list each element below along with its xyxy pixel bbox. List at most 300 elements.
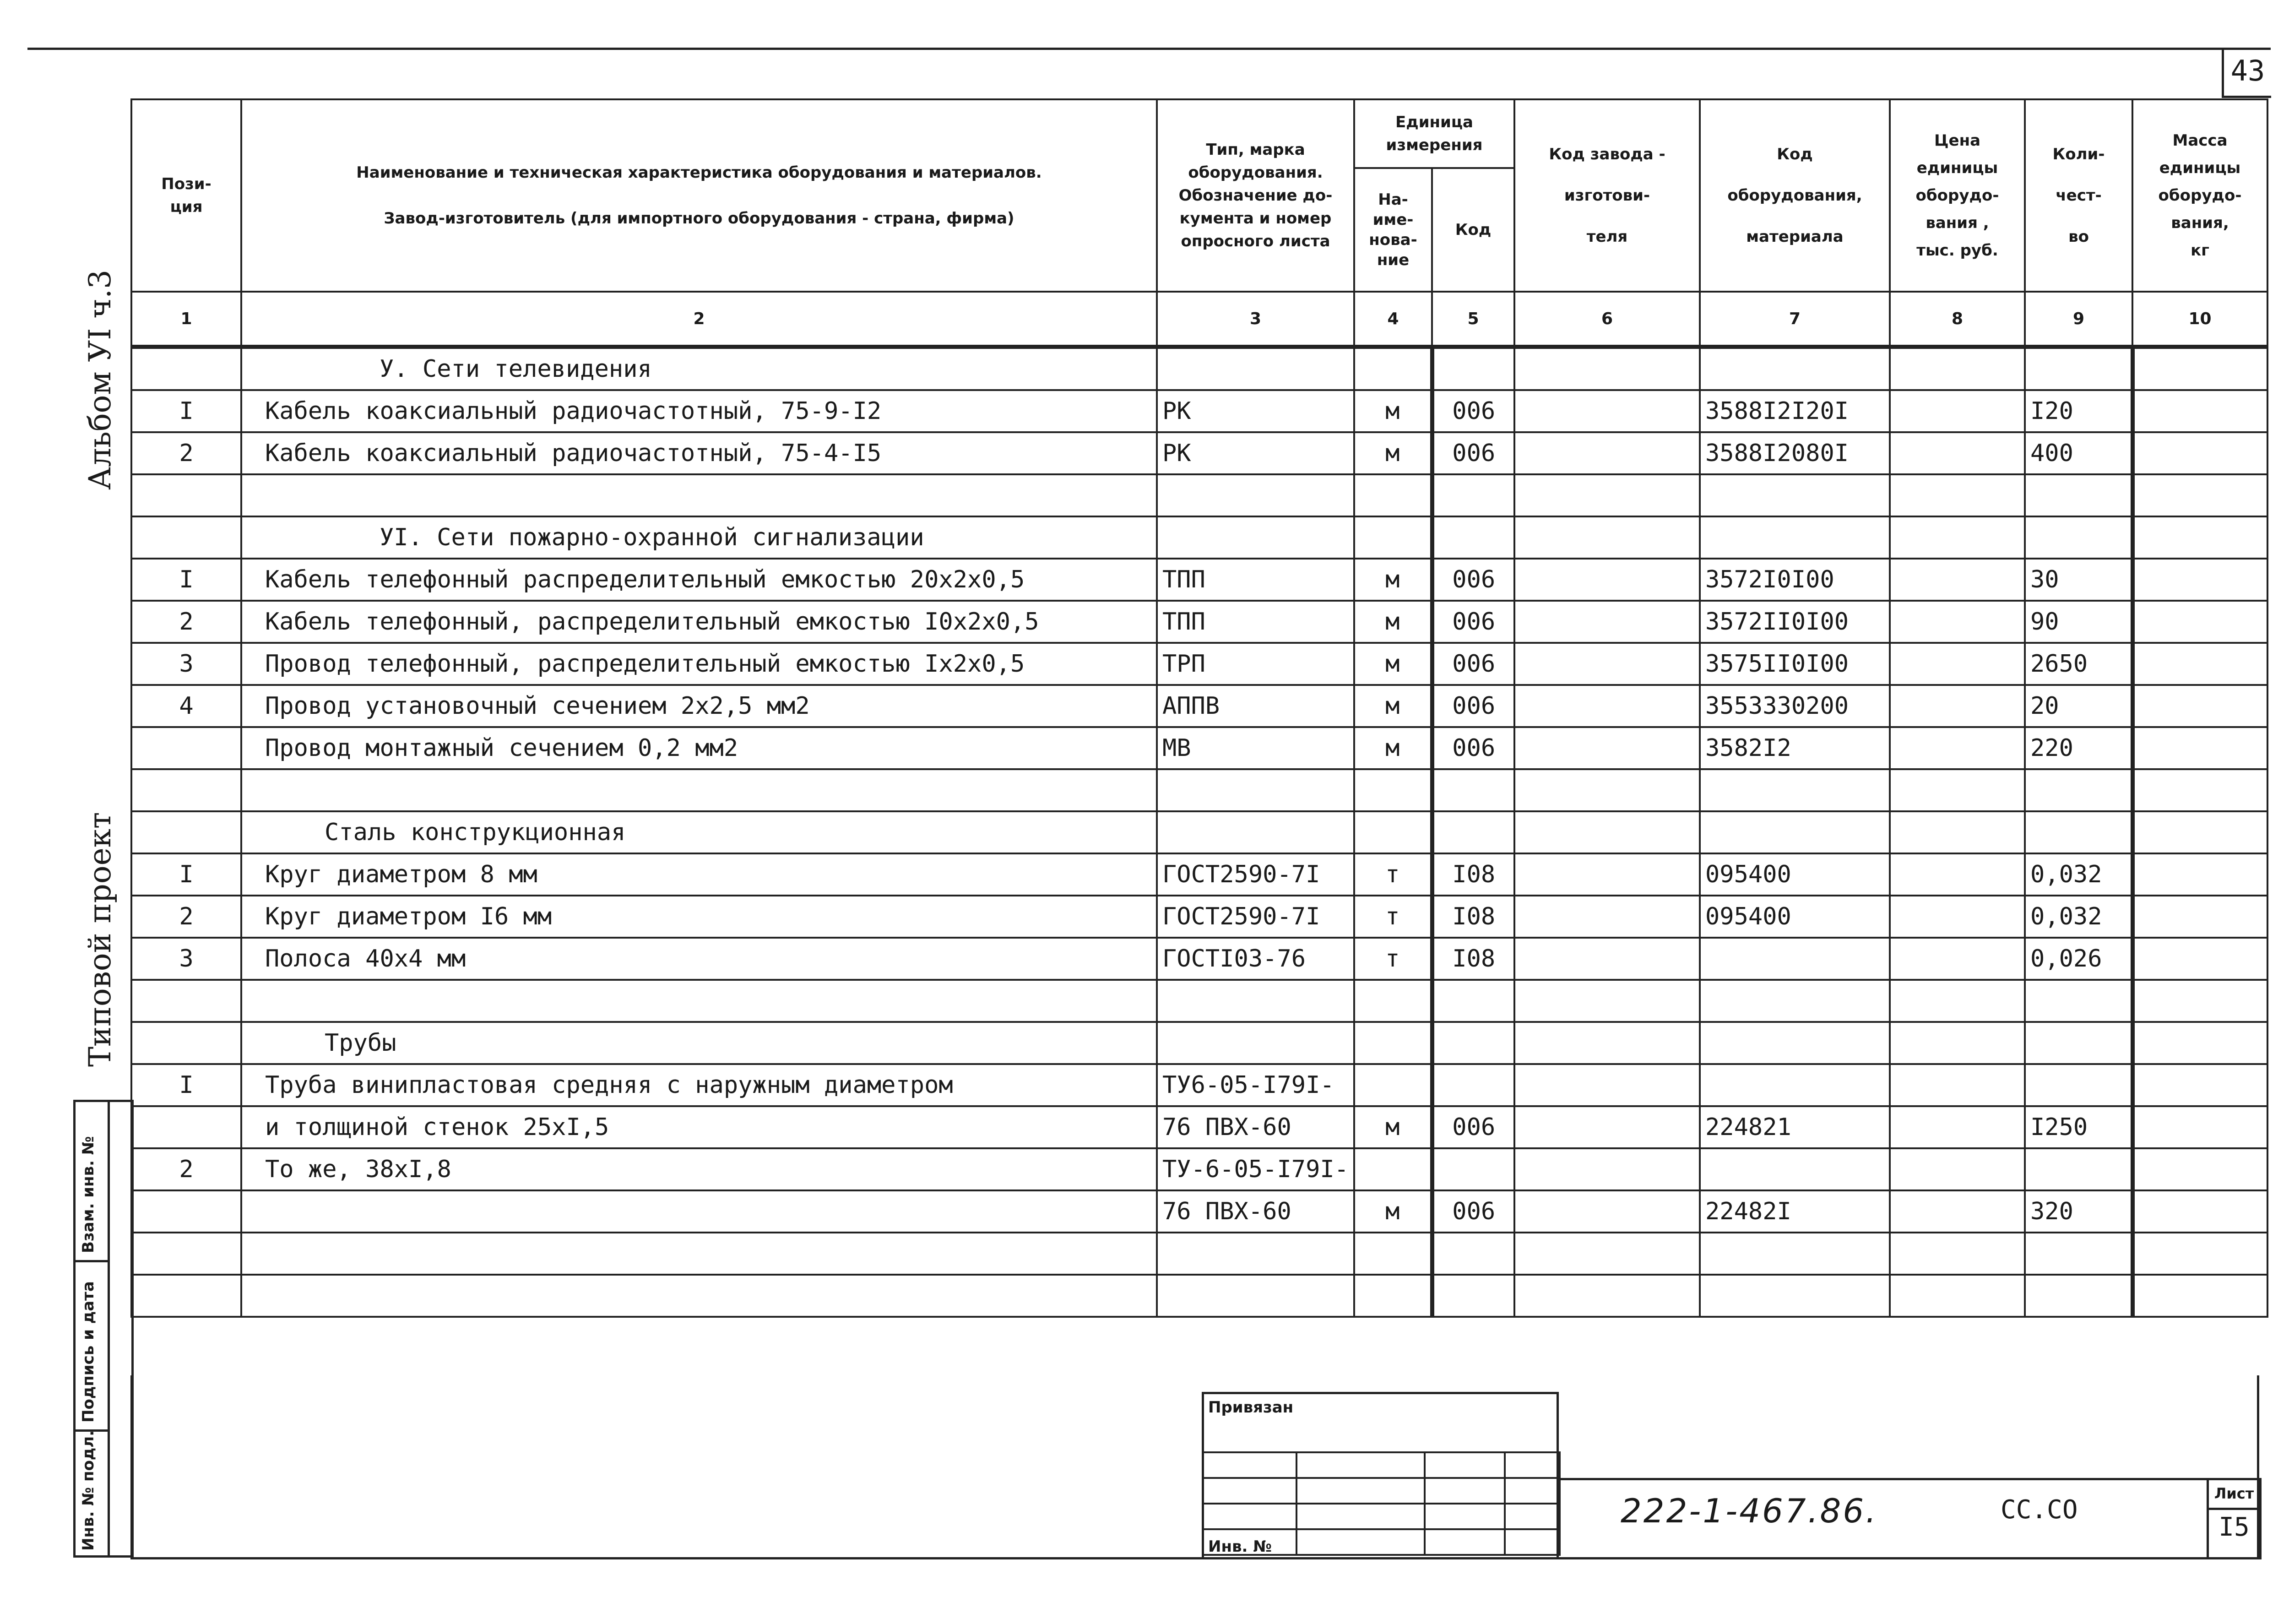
material-code-cell: 3553330200: [1700, 685, 1890, 727]
project-label: Типовой проект: [82, 812, 118, 1067]
unit-code-cell: [1432, 516, 1514, 559]
header-unit-price: Цена единицы оборудо- вания , тыс. руб.: [1890, 99, 2025, 292]
unit-code-cell: [1432, 1233, 1514, 1275]
price-cell: [1890, 601, 2025, 643]
mark-cell: ГОСТ2590-7I: [1157, 853, 1354, 896]
quantity-cell: 90: [2025, 601, 2132, 643]
header-name-line2: Завод-изготовитель (для импортного оборудования - страна, фирма): [384, 209, 1014, 228]
name-cell: Труба винипластовая средняя с наружным диаметром: [241, 1064, 1157, 1106]
col-number-6: 6: [1514, 292, 1700, 347]
unit-code-cell: [1432, 1148, 1514, 1190]
section-title: Сталь конструкционная: [241, 811, 1157, 853]
quantity-cell: 0,032: [2025, 853, 2132, 896]
name-cell: Провод монтажный сечением 0,2 мм2: [241, 727, 1157, 769]
unit-name-cell: [1354, 474, 1432, 516]
material-code-cell: [1700, 1275, 1890, 1317]
header-row-1: [131, 99, 2267, 168]
position-cell: [131, 1233, 241, 1275]
table-row: [131, 938, 2267, 980]
col-number-7: 7: [1700, 292, 1890, 347]
col-number-3: 3: [1157, 292, 1354, 347]
mark-cell: 76 ПВХ-60: [1157, 1106, 1354, 1148]
mass-cell: [2132, 390, 2267, 432]
name-cell: Провод установочный сечением 2х2,5 мм2: [241, 685, 1157, 727]
unit-code-cell: I08: [1432, 853, 1514, 896]
sheet-code: СС.СО: [2001, 1495, 2078, 1525]
mass-cell: [2132, 601, 2267, 643]
material-code-cell: [1700, 769, 1890, 811]
material-code-cell: 224821: [1700, 1106, 1890, 1148]
unit-name-cell: [1354, 1148, 1432, 1190]
position-cell: 2: [131, 601, 241, 643]
unit-code-cell: I08: [1432, 938, 1514, 980]
quantity-cell: 2650: [2025, 643, 2132, 685]
material-code-cell: [1700, 811, 1890, 853]
table-row: [131, 727, 2267, 769]
position-cell: I: [131, 390, 241, 432]
name-cell: [241, 474, 1157, 516]
name-cell: То же, 38хI,8: [241, 1148, 1157, 1190]
position-cell: [131, 1190, 241, 1233]
unit-name-cell: [1354, 980, 1432, 1022]
name-cell: Кабель телефонный распределительный емкостью 20х2х0,5: [241, 559, 1157, 601]
col-number-4: 4: [1354, 292, 1432, 347]
name-cell: и толщиной стенок 25хI,5: [241, 1106, 1157, 1148]
position-cell: [131, 980, 241, 1022]
table-row: [131, 516, 2267, 559]
plant-code-cell: [1514, 769, 1700, 811]
price-cell: [1890, 1275, 2025, 1317]
unit-code-cell: 006: [1432, 1106, 1514, 1148]
unit-name-cell: т: [1354, 938, 1432, 980]
unit-name-cell: [1354, 1275, 1432, 1317]
quantity-cell: 320: [2025, 1190, 2132, 1233]
stamp-cell-signature: [76, 1262, 108, 1432]
position-cell: 2: [131, 432, 241, 474]
quantity-cell: I20: [2025, 390, 2132, 432]
unit-name-cell: т: [1354, 853, 1432, 896]
mass-cell: [2132, 347, 2267, 391]
name-cell: [241, 980, 1157, 1022]
unit-code-cell: [1432, 1022, 1514, 1064]
price-cell: [1890, 1106, 2025, 1148]
quantity-cell: 0,026: [2025, 938, 2132, 980]
plant-code-cell: [1514, 390, 1700, 432]
plant-code-cell: [1514, 727, 1700, 769]
table-row: [131, 347, 2267, 391]
quantity-cell: 220: [2025, 727, 2132, 769]
price-cell: [1890, 347, 2025, 391]
mark-cell: ТУ-6-05-I79I-: [1157, 1148, 1354, 1190]
unit-name-cell: м: [1354, 432, 1432, 474]
plant-code-cell: [1514, 643, 1700, 685]
name-cell: [241, 1190, 1157, 1233]
mark-cell: ТРП: [1157, 643, 1354, 685]
price-cell: [1890, 474, 2025, 516]
name-cell: Кабель телефонный, распределительный емкостью I0х2х0,5: [241, 601, 1157, 643]
material-code-cell: 3572II0I00: [1700, 601, 1890, 643]
unit-name-cell: м: [1354, 559, 1432, 601]
mass-cell: [2132, 1022, 2267, 1064]
header-unit-group: Единица измерения: [1354, 99, 1514, 168]
unit-name-cell: м: [1354, 1190, 1432, 1233]
mass-cell: [2132, 559, 2267, 601]
unit-code-cell: [1432, 474, 1514, 516]
material-code-cell: [1700, 1064, 1890, 1106]
material-code-cell: [1700, 1233, 1890, 1275]
stamp-label-original: Инв. № подл.: [79, 1430, 98, 1551]
mass-cell: [2132, 938, 2267, 980]
unit-code-cell: [1432, 347, 1514, 391]
header-material-code: Код оборудования, материала: [1700, 99, 1890, 292]
plant-code-cell: [1514, 1064, 1700, 1106]
quantity-cell: [2025, 1275, 2132, 1317]
price-cell: [1890, 516, 2025, 559]
stamp-column: [73, 1100, 134, 1558]
price-cell: [1890, 559, 2025, 601]
table-row: [131, 1148, 2267, 1190]
stamp-label-signature: Подпись и дата: [79, 1281, 98, 1423]
plant-code-cell: [1514, 474, 1700, 516]
mass-cell: [2132, 474, 2267, 516]
quantity-cell: [2025, 1064, 2132, 1106]
mass-cell: [2132, 685, 2267, 727]
col-number-10: 10: [2132, 292, 2267, 347]
position-cell: 4: [131, 685, 241, 727]
quantity-cell: [2025, 516, 2132, 559]
unit-name-cell: [1354, 347, 1432, 391]
mass-cell: [2132, 1190, 2267, 1233]
name-cell: Круг диаметром 8 мм: [241, 853, 1157, 896]
header-type-mark: Тип, марка оборудования. Обозначение до-кумента и номер опросного листа: [1157, 99, 1354, 292]
table-row: [131, 1106, 2267, 1148]
quantity-cell: [2025, 980, 2132, 1022]
header-unit-name: На- име- нова- ние: [1354, 168, 1432, 292]
mark-cell: ТПП: [1157, 601, 1354, 643]
quantity-cell: [2025, 769, 2132, 811]
position-cell: [131, 347, 241, 391]
mark-cell: [1157, 347, 1354, 391]
quantity-cell: [2025, 347, 2132, 391]
name-cell: [241, 1275, 1157, 1317]
material-code-cell: [1700, 474, 1890, 516]
mass-cell: [2132, 727, 2267, 769]
specification-body: [131, 347, 2267, 1317]
section-title: У. Сети телевидения: [241, 347, 1157, 391]
plant-code-cell: [1514, 1148, 1700, 1190]
material-code-cell: [1700, 1148, 1890, 1190]
material-code-cell: [1700, 980, 1890, 1022]
mass-cell: [2132, 1106, 2267, 1148]
plant-code-cell: [1514, 685, 1700, 727]
mark-cell: [1157, 980, 1354, 1022]
mark-cell: ТУ6-05-I79I-: [1157, 1064, 1354, 1106]
mark-cell: [1157, 1022, 1354, 1064]
section-title: УI. Сети пожарно-охранной сигнализации: [241, 516, 1157, 559]
header-name: [241, 99, 1157, 292]
unit-name-cell: м: [1354, 390, 1432, 432]
mark-cell: 76 ПВХ-60: [1157, 1190, 1354, 1233]
table-row: [131, 643, 2267, 685]
col-number-9: 9: [2025, 292, 2132, 347]
material-code-cell: 3588I2I20I: [1700, 390, 1890, 432]
price-cell: [1890, 1064, 2025, 1106]
unit-name-cell: м: [1354, 685, 1432, 727]
mark-cell: ГОСТI03-76: [1157, 938, 1354, 980]
price-cell: [1890, 1233, 2025, 1275]
position-cell: [131, 727, 241, 769]
unit-code-cell: I08: [1432, 896, 1514, 938]
plant-code-cell: [1514, 559, 1700, 601]
document-number: 222-1-467.86.: [1621, 1492, 1878, 1530]
position-cell: [131, 1275, 241, 1317]
unit-code-cell: [1432, 1064, 1514, 1106]
title-block: [130, 1375, 2259, 1559]
unit-name-cell: [1354, 811, 1432, 853]
quantity-cell: [2025, 1148, 2132, 1190]
plant-code-cell: [1514, 1275, 1700, 1317]
table-row: [131, 1190, 2267, 1233]
unit-code-cell: 006: [1432, 1190, 1514, 1233]
price-cell: [1890, 896, 2025, 938]
mass-cell: [2132, 853, 2267, 896]
material-code-cell: [1700, 516, 1890, 559]
unit-code-cell: 006: [1432, 727, 1514, 769]
plant-code-cell: [1514, 516, 1700, 559]
header-quantity: Коли- чест- во: [2025, 99, 2132, 292]
price-cell: [1890, 1190, 2025, 1233]
quantity-cell: 30: [2025, 559, 2132, 601]
material-code-cell: [1700, 347, 1890, 391]
unit-name-cell: м: [1354, 601, 1432, 643]
mass-cell: [2132, 1233, 2267, 1275]
unit-code-cell: 006: [1432, 390, 1514, 432]
unit-name-cell: [1354, 516, 1432, 559]
position-cell: I: [131, 559, 241, 601]
mass-cell: [2132, 980, 2267, 1022]
table-row: [131, 432, 2267, 474]
stamp-divider: [108, 1102, 110, 1555]
sheet-label: Лист: [2209, 1480, 2259, 1510]
sheet-box: [2207, 1478, 2262, 1559]
stamp-label-replaced: Взам. инв. №: [79, 1136, 98, 1253]
plant-code-cell: [1514, 432, 1700, 474]
unit-code-cell: 006: [1432, 559, 1514, 601]
privyazan-block: [1202, 1392, 1559, 1559]
quantity-cell: [2025, 1233, 2132, 1275]
unit-name-cell: м: [1354, 727, 1432, 769]
table-row: [131, 559, 2267, 601]
price-cell: [1890, 685, 2025, 727]
material-code-cell: [1700, 938, 1890, 980]
position-cell: 2: [131, 896, 241, 938]
mark-cell: РК: [1157, 390, 1354, 432]
plant-code-cell: [1514, 938, 1700, 980]
price-cell: [1890, 811, 2025, 853]
position-cell: 2: [131, 1148, 241, 1190]
table-row: [131, 853, 2267, 896]
material-code-cell: 095400: [1700, 896, 1890, 938]
table-row: [131, 1022, 2267, 1064]
mark-cell: ГОСТ2590-7I: [1157, 896, 1354, 938]
name-cell: Круг диаметром I6 мм: [241, 896, 1157, 938]
material-code-cell: 3588I2080I: [1700, 432, 1890, 474]
mass-cell: [2132, 643, 2267, 685]
table-row: [131, 769, 2267, 811]
material-code-cell: 095400: [1700, 853, 1890, 896]
unit-name-cell: т: [1354, 896, 1432, 938]
name-cell: Полоса 40х4 мм: [241, 938, 1157, 980]
mark-cell: [1157, 811, 1354, 853]
col-number-8: 8: [1890, 292, 2025, 347]
name-cell: [241, 1233, 1157, 1275]
col-number-2: 2: [241, 292, 1157, 347]
unit-code-cell: [1432, 980, 1514, 1022]
table-row: [131, 1064, 2267, 1106]
plant-code-cell: [1514, 853, 1700, 896]
price-cell: [1890, 853, 2025, 896]
quantity-cell: I250: [2025, 1106, 2132, 1148]
mass-cell: [2132, 1064, 2267, 1106]
position-cell: 3: [131, 643, 241, 685]
table-row: [131, 980, 2267, 1022]
position-cell: [131, 474, 241, 516]
material-code-cell: 22482I: [1700, 1190, 1890, 1233]
column-number-row: [131, 292, 2267, 347]
table-row: [131, 685, 2267, 727]
position-cell: [131, 516, 241, 559]
table-row: [131, 896, 2267, 938]
unit-name-cell: [1354, 1022, 1432, 1064]
col-number-5: 5: [1432, 292, 1514, 347]
top-rule: [27, 48, 2271, 50]
unit-name-cell: м: [1354, 643, 1432, 685]
quantity-cell: 20: [2025, 685, 2132, 727]
position-cell: [131, 811, 241, 853]
stamp-cell-original: [76, 1432, 108, 1555]
position-cell: [131, 1022, 241, 1064]
plant-code-cell: [1514, 811, 1700, 853]
table-row: [131, 1233, 2267, 1275]
mark-cell: АППВ: [1157, 685, 1354, 727]
table-row: [131, 601, 2267, 643]
material-code-cell: 3575II0I00: [1700, 643, 1890, 685]
header-name-line1: Наименование и техническая характеристика оборудования и материалов.: [356, 163, 1042, 182]
privyazan-label: Привязан: [1208, 1398, 1294, 1417]
quantity-cell: [2025, 474, 2132, 516]
mass-cell: [2132, 432, 2267, 474]
plant-code-cell: [1514, 1022, 1700, 1064]
price-cell: [1890, 432, 2025, 474]
unit-code-cell: 006: [1432, 685, 1514, 727]
unit-code-cell: [1432, 811, 1514, 853]
quantity-cell: 400: [2025, 432, 2132, 474]
mass-cell: [2132, 1275, 2267, 1317]
unit-code-cell: 006: [1432, 643, 1514, 685]
position-cell: 3: [131, 938, 241, 980]
title-block-divider: [1559, 1478, 2259, 1480]
mass-cell: [2132, 1148, 2267, 1190]
table-row: [131, 390, 2267, 432]
quantity-cell: 0,032: [2025, 896, 2132, 938]
mass-cell: [2132, 896, 2267, 938]
unit-name-cell: [1354, 769, 1432, 811]
specification-table: [130, 98, 2268, 1318]
album-label: Альбом УI ч.3: [82, 270, 118, 490]
col-number-1: 1: [131, 292, 241, 347]
section-title: Трубы: [241, 1022, 1157, 1064]
unit-name-cell: [1354, 1233, 1432, 1275]
table-row: [131, 811, 2267, 853]
quantity-cell: [2025, 1022, 2132, 1064]
unit-code-cell: [1432, 769, 1514, 811]
position-cell: I: [131, 1064, 241, 1106]
plant-code-cell: [1514, 347, 1700, 391]
name-cell: Кабель коаксиальный радиочастотный, 75-4-I5: [241, 432, 1157, 474]
header-unit-mass: Масса единицы оборудо- вания, кг: [2132, 99, 2267, 292]
plant-code-cell: [1514, 980, 1700, 1022]
mark-cell: ТПП: [1157, 559, 1354, 601]
material-code-cell: 3572I0I00: [1700, 559, 1890, 601]
mark-cell: РК: [1157, 432, 1354, 474]
mark-cell: [1157, 769, 1354, 811]
sheet-number: I5: [2218, 1512, 2250, 1542]
mass-cell: [2132, 516, 2267, 559]
name-cell: Провод телефонный, распределительный емкостью Iх2х0,5: [241, 643, 1157, 685]
unit-name-cell: [1354, 1064, 1432, 1106]
price-cell: [1890, 769, 2025, 811]
plant-code-cell: [1514, 1190, 1700, 1233]
page-number: 43: [2230, 54, 2265, 87]
position-cell: [131, 1106, 241, 1148]
header-plant-code: Код завода - изготови- теля: [1514, 99, 1700, 292]
mark-cell: МВ: [1157, 727, 1354, 769]
price-cell: [1890, 1022, 2025, 1064]
mark-cell: [1157, 1233, 1354, 1275]
plant-code-cell: [1514, 601, 1700, 643]
plant-code-cell: [1514, 1106, 1700, 1148]
position-cell: I: [131, 853, 241, 896]
mark-cell: [1157, 516, 1354, 559]
material-code-cell: [1700, 1022, 1890, 1064]
name-cell: [241, 769, 1157, 811]
price-cell: [1890, 938, 2025, 980]
unit-name-cell: м: [1354, 1106, 1432, 1148]
header-unit-code: Код: [1432, 168, 1514, 292]
stamp-cell-replaced: [76, 1102, 108, 1262]
mark-cell: [1157, 1275, 1354, 1317]
unit-code-cell: [1432, 1275, 1514, 1317]
price-cell: [1890, 390, 2025, 432]
name-cell: Кабель коаксиальный радиочастотный, 75-9-I2: [241, 390, 1157, 432]
unit-code-cell: 006: [1432, 432, 1514, 474]
mass-cell: [2132, 811, 2267, 853]
price-cell: [1890, 727, 2025, 769]
table-row: [131, 1275, 2267, 1317]
unit-code-cell: 006: [1432, 601, 1514, 643]
plant-code-cell: [1514, 1233, 1700, 1275]
price-cell: [1890, 1148, 2025, 1190]
plant-code-cell: [1514, 896, 1700, 938]
quantity-cell: [2025, 811, 2132, 853]
header-position: Пози- ция: [131, 99, 241, 292]
material-code-cell: 3582I2: [1700, 727, 1890, 769]
mark-cell: [1157, 474, 1354, 516]
price-cell: [1890, 980, 2025, 1022]
table-row: [131, 474, 2267, 516]
price-cell: [1890, 643, 2025, 685]
inv-number-label: Инв. №: [1208, 1537, 1272, 1556]
